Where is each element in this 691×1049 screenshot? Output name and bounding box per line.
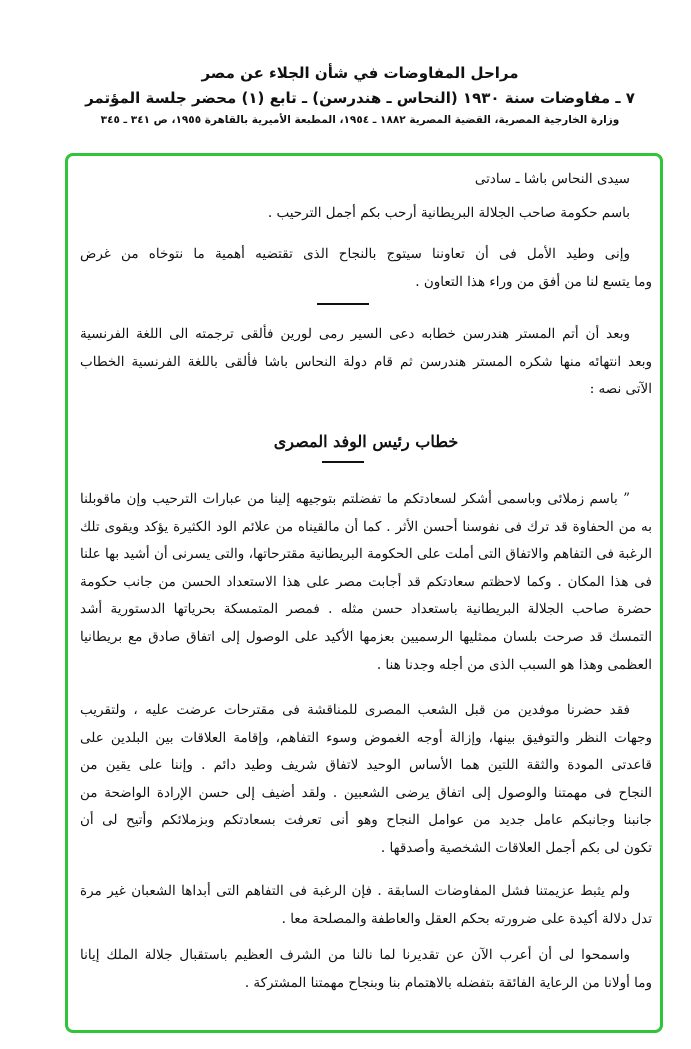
- text-line: وبعد انتهائه منها شكره المستر هندرسن ثم قام دولة النحاس باشا فألقى باللغة الفرنسية الخطاب: [80, 353, 652, 370]
- paragraph-7: [80, 942, 652, 997]
- text-line: حضرة صاحب الجلالة البريطانية باستعداد حسن مثله . فمصر المتمسكة بحرياتها الدستورية أشد: [80, 601, 652, 618]
- text-line: به من الحفاوة قد ترك فى نفوسنا أحسن الأثر . كما أن مالقيناه من علائم الود الكثيرة يؤكد ويقوى تلك: [80, 518, 652, 535]
- text-line: ولم يثبط عزيمتنا فشل المفاوضات السابقة . فإن الرغبة فى التفاهم التى أبداها الشعبان غير مرة: [80, 883, 630, 899]
- separator-line: [317, 303, 369, 305]
- paragraph-2: [80, 241, 652, 296]
- paragraph-1: [80, 200, 652, 228]
- text-line: وما أولانا من الرعاية الفائقة بتفضله بالاهتمام بنا وبنجاح مهمتنا المشتركة .: [244, 974, 652, 991]
- paragraph-3: [80, 321, 652, 404]
- paragraph-5: [80, 697, 652, 863]
- text-line: تدل دلالة أكيدة على ضرورته بحكم العقل والعاطفة والمصلحة معا .: [281, 910, 652, 927]
- text-line: العظمى وهذا هو السبب الذى من أجله وجدنا هنا .: [376, 656, 652, 673]
- text-line: فى هذا المكان . وكما لاحظتم سعادتكم قد أجابت مصر على هذا الاستعداد الحسن من جانب حكومة: [80, 573, 652, 590]
- text-line: وما يتسع لنا من أفق من وراء هذا التعاون .: [415, 273, 652, 290]
- paragraph-4: [80, 486, 652, 679]
- text-line: فقد حضرنا موفدين من قبل الشعب المصرى للمناقشة فى مقترحات عرضت عليه ، ولتقريب: [80, 702, 630, 718]
- text-line: واسمحوا لى أن أعرب الآن عن تقديرنا لما نالنا من الشرف العظيم باستقبال جلالة الملك إيانا: [80, 947, 630, 963]
- salutation-block: [80, 166, 652, 194]
- paragraph-6: [80, 878, 652, 933]
- document-source: وزارة الخارجية المصرية، القضية المصرية ١٨٨٢ ـ ١٩٥٤، المطبعة الأميرية بالقاهرة ١٩٥٥، ص ٣٤١ ـ ٣٤٥: [100, 114, 620, 126]
- document-title: مراحل المفاوضات في شأن الجلاء عن مصر: [201, 64, 519, 82]
- text-line: تكون لى بكم أجمل العلاقات الشخصية وأصدقها .: [380, 839, 652, 856]
- text-line: ” باسم زملائى وباسمى أشكر لسعادتكم ما تفضلتم بتوجيهه إلينا من عبارات الترحيب وإن ماقوبلنا: [80, 491, 630, 507]
- title-underline: [322, 461, 364, 463]
- text-line: وبعد أن أتم المستر هندرسن خطابه دعى السير رمى لورين فألقى ترجمته الى اللغة الفرنسية: [80, 326, 630, 342]
- text-line: باسم حكومة صاحب الجلالة البريطانية أرحب بكم أجمل الترحيب .: [267, 205, 630, 221]
- text-line: وإنى وطيد الأمل فى أن تعاوننا سيتوج بالنجاح الذى تقتضيه أهمية ما نتوخاه من غرض: [80, 246, 630, 262]
- text-line: وجهات النظر والتوفيق بينها، وإزالة أوجه الغموض وسوء التفاهم، وإقامة العلاقات بين البلدين على: [80, 729, 652, 746]
- text-line: الرغبة فى التفاهم والاتفاق التى أملت على الحكومة البريطانية مقترحاتها، والتى يسرنى أن أشيد بها علنا: [80, 546, 652, 563]
- document-subtitle: ٧ ـ مفاوضات سنة ١٩٣٠ (النحاس ـ هندرسن) ـ تابع (١) محضر جلسة المؤتمر: [85, 89, 635, 107]
- text-line: قاعدتى المودة والثقة اللتين هما الأساس الوحيد لاتفاق شريف وطيد دائم . وإننا على يقين من: [80, 757, 652, 774]
- text-line: جانبنا وجانبكم عامل جديد من عوامل النجاح وهو أنى تعرفت بسعادتكم وبزملائكم وأتيح لى أن: [80, 812, 652, 829]
- salutation: سيدى النحاس باشا ـ سادتى: [474, 171, 630, 187]
- text-line: الآتى نصه :: [589, 381, 652, 398]
- text-line: النجاح فى مهمتنا والوصول إلى اتفاق يرضى الشعبين . ولقد أضيف إلى حسن الإرادة الواضحة من: [80, 784, 652, 801]
- text-line: التمسك قد صرحت بلسان ممثليها الرسميين بعزمها الأكيد على الوصول إلى اتفاق صادق مع بريطانيا: [80, 628, 652, 645]
- speech-title: خطاب رئيس الوفد المصرى: [273, 432, 459, 451]
